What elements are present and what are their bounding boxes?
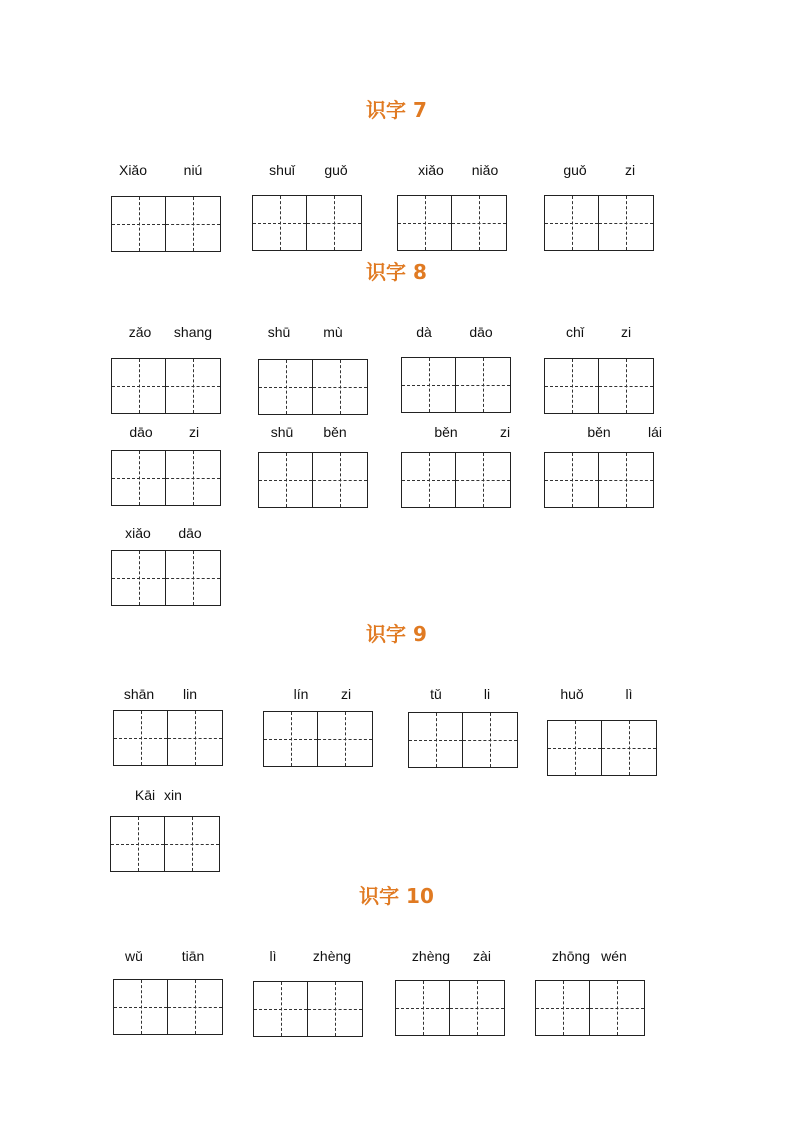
character-cell[interactable]	[318, 712, 372, 766]
dashed-guide-horizontal	[396, 1008, 449, 1009]
dashed-guide-horizontal	[313, 387, 367, 388]
pinyin-syllable: xiǎo	[418, 162, 444, 178]
section-title: 识字 7	[366, 98, 427, 122]
pinyin-syllable: xiǎo	[125, 525, 151, 541]
pinyin-syllable: zǎo	[128, 324, 152, 340]
pinyin-syllable: zài	[473, 948, 491, 964]
character-cell[interactable]	[111, 817, 165, 871]
character-cell[interactable]	[259, 360, 313, 414]
character-cell[interactable]	[545, 359, 599, 413]
character-cell[interactable]	[168, 711, 222, 765]
dashed-guide-horizontal	[456, 480, 510, 481]
dashed-guide-horizontal	[599, 223, 653, 224]
pinyin-syllable: zi	[620, 324, 632, 340]
writing-grid[interactable]	[263, 711, 373, 767]
pinyin-syllable: niǎo	[471, 162, 499, 178]
writing-grid[interactable]	[397, 195, 507, 251]
character-cell[interactable]	[165, 817, 219, 871]
character-cell[interactable]	[308, 982, 362, 1036]
pinyin-syllable: dāo	[129, 424, 153, 440]
dashed-guide-horizontal	[166, 224, 220, 225]
dashed-guide-horizontal	[114, 738, 167, 739]
dashed-guide-horizontal	[168, 1007, 222, 1008]
writing-grid[interactable]	[408, 712, 518, 768]
character-cell[interactable]	[313, 453, 367, 507]
pinyin-syllable: zi	[624, 162, 636, 178]
pinyin-syllable: guǒ	[324, 162, 348, 178]
dashed-guide-horizontal	[111, 844, 164, 845]
character-cell[interactable]	[409, 713, 463, 767]
writing-grid[interactable]	[258, 452, 368, 508]
dashed-guide-horizontal	[402, 480, 455, 481]
dashed-guide-horizontal	[318, 739, 372, 740]
dashed-guide-horizontal	[254, 1009, 307, 1010]
character-cell[interactable]	[599, 453, 653, 507]
pinyin-syllable: zi	[499, 424, 511, 440]
dashed-guide-horizontal	[398, 223, 451, 224]
character-cell[interactable]	[545, 196, 599, 250]
character-cell[interactable]	[599, 196, 653, 250]
section-title: 识字 9	[366, 622, 427, 646]
character-cell[interactable]	[112, 359, 166, 413]
character-cell[interactable]	[398, 196, 452, 250]
pinyin-syllable: lái	[647, 424, 663, 440]
writing-grid[interactable]	[258, 359, 368, 415]
dashed-guide-horizontal	[409, 740, 462, 741]
character-cell[interactable]	[450, 981, 504, 1035]
pinyin-syllable: běn	[323, 424, 347, 440]
writing-grid[interactable]	[113, 710, 223, 766]
character-cell[interactable]	[590, 981, 644, 1035]
character-cell[interactable]	[253, 196, 307, 250]
pinyin-syllable: lì	[625, 686, 633, 702]
dashed-guide-horizontal	[259, 480, 312, 481]
dashed-guide-horizontal	[602, 748, 656, 749]
writing-grid[interactable]	[401, 452, 511, 508]
dashed-guide-horizontal	[313, 480, 367, 481]
dashed-guide-horizontal	[259, 387, 312, 388]
character-cell[interactable]	[166, 197, 220, 251]
pinyin-syllable: tiān	[181, 948, 205, 964]
pinyin-syllable: li	[483, 686, 491, 702]
pinyin-syllable: guǒ	[563, 162, 587, 178]
writing-grid[interactable]	[544, 195, 654, 251]
pinyin-syllable: shuǐ	[269, 162, 295, 178]
dashed-guide-horizontal	[114, 1007, 167, 1008]
pinyin-syllable: niú	[183, 162, 203, 178]
dashed-guide-horizontal	[166, 578, 220, 579]
dashed-guide-horizontal	[599, 386, 653, 387]
character-cell[interactable]	[313, 360, 367, 414]
character-cell[interactable]	[259, 453, 313, 507]
character-cell[interactable]	[114, 711, 168, 765]
character-cell[interactable]	[112, 451, 166, 505]
dashed-guide-horizontal	[264, 739, 317, 740]
pinyin-syllable: shān	[123, 686, 155, 702]
pinyin-syllable: lín	[293, 686, 309, 702]
writing-grid[interactable]	[547, 720, 657, 776]
pinyin-syllable: tǔ	[430, 686, 442, 702]
dashed-guide-horizontal	[112, 386, 165, 387]
character-cell[interactable]	[452, 196, 506, 250]
character-cell[interactable]	[166, 551, 220, 605]
pinyin-syllable: dāo	[469, 324, 493, 340]
writing-grid[interactable]	[252, 195, 362, 251]
dashed-guide-horizontal	[166, 386, 220, 387]
dashed-guide-horizontal	[308, 1009, 362, 1010]
dashed-guide-horizontal	[545, 480, 598, 481]
section-title: 识字 10	[359, 884, 434, 908]
character-cell[interactable]	[463, 713, 517, 767]
pinyin-syllable: zi	[340, 686, 352, 702]
pinyin-syllable: huǒ	[560, 686, 584, 702]
pinyin-syllable: wǔ	[125, 948, 143, 964]
character-cell[interactable]	[402, 358, 456, 412]
dashed-guide-horizontal	[456, 385, 510, 386]
dashed-guide-horizontal	[165, 844, 219, 845]
pinyin-syllable: xin	[164, 787, 182, 803]
writing-grid[interactable]	[111, 358, 221, 414]
dashed-guide-horizontal	[450, 1008, 504, 1009]
writing-grid[interactable]	[111, 450, 221, 506]
dashed-guide-horizontal	[599, 480, 653, 481]
character-cell[interactable]	[166, 359, 220, 413]
character-cell[interactable]	[396, 981, 450, 1035]
pinyin-syllable: lin	[182, 686, 198, 702]
pinyin-syllable: mù	[323, 324, 343, 340]
writing-grid[interactable]	[113, 979, 223, 1035]
pinyin-syllable: shū	[270, 424, 294, 440]
section-title: 识字 8	[366, 260, 427, 284]
dashed-guide-horizontal	[402, 385, 455, 386]
dashed-guide-horizontal	[112, 478, 165, 479]
writing-grid[interactable]	[401, 357, 511, 413]
character-cell[interactable]	[402, 453, 456, 507]
dashed-guide-horizontal	[112, 224, 165, 225]
dashed-guide-horizontal	[536, 1008, 589, 1009]
pinyin-syllable: běn	[587, 424, 611, 440]
character-cell[interactable]	[536, 981, 590, 1035]
writing-grid[interactable]	[110, 816, 220, 872]
character-cell[interactable]	[166, 451, 220, 505]
pinyin-syllable: Kāi	[134, 787, 156, 803]
character-cell[interactable]	[456, 358, 510, 412]
dashed-guide-horizontal	[463, 740, 517, 741]
writing-grid[interactable]	[535, 980, 645, 1036]
pinyin-syllable: chǐ	[566, 324, 584, 340]
character-cell[interactable]	[545, 453, 599, 507]
writing-grid[interactable]	[544, 358, 654, 414]
pinyin-syllable: zhèng	[312, 948, 352, 964]
character-cell[interactable]	[264, 712, 318, 766]
character-cell[interactable]	[548, 721, 602, 775]
writing-grid[interactable]	[253, 981, 363, 1037]
dashed-guide-horizontal	[545, 223, 598, 224]
pinyin-syllable: lì	[269, 948, 277, 964]
pinyin-syllable: shang	[173, 324, 213, 340]
dashed-guide-horizontal	[253, 223, 306, 224]
character-cell[interactable]	[112, 197, 166, 251]
pinyin-syllable: shū	[267, 324, 291, 340]
character-cell[interactable]	[112, 551, 166, 605]
pinyin-syllable: běn	[434, 424, 458, 440]
dashed-guide-horizontal	[168, 738, 222, 739]
pinyin-syllable: zi	[188, 424, 200, 440]
dashed-guide-horizontal	[452, 223, 506, 224]
dashed-guide-horizontal	[545, 386, 598, 387]
dashed-guide-horizontal	[548, 748, 601, 749]
pinyin-syllable: dà	[416, 324, 432, 340]
dashed-guide-horizontal	[307, 223, 361, 224]
dashed-guide-horizontal	[166, 478, 220, 479]
dashed-guide-horizontal	[112, 578, 165, 579]
writing-grid[interactable]	[111, 550, 221, 606]
pinyin-syllable: Xiǎo	[118, 162, 148, 178]
dashed-guide-horizontal	[590, 1008, 644, 1009]
pinyin-syllable: zhōng	[551, 948, 591, 964]
character-cell[interactable]	[602, 721, 656, 775]
character-cell[interactable]	[168, 980, 222, 1034]
character-cell[interactable]	[114, 980, 168, 1034]
character-cell[interactable]	[599, 359, 653, 413]
pinyin-syllable: zhèng	[411, 948, 451, 964]
character-cell[interactable]	[307, 196, 361, 250]
writing-grid[interactable]	[395, 980, 505, 1036]
character-cell[interactable]	[456, 453, 510, 507]
pinyin-syllable: dāo	[178, 525, 202, 541]
writing-grid[interactable]	[111, 196, 221, 252]
character-cell[interactable]	[254, 982, 308, 1036]
pinyin-syllable: wén	[601, 948, 627, 964]
writing-grid[interactable]	[544, 452, 654, 508]
